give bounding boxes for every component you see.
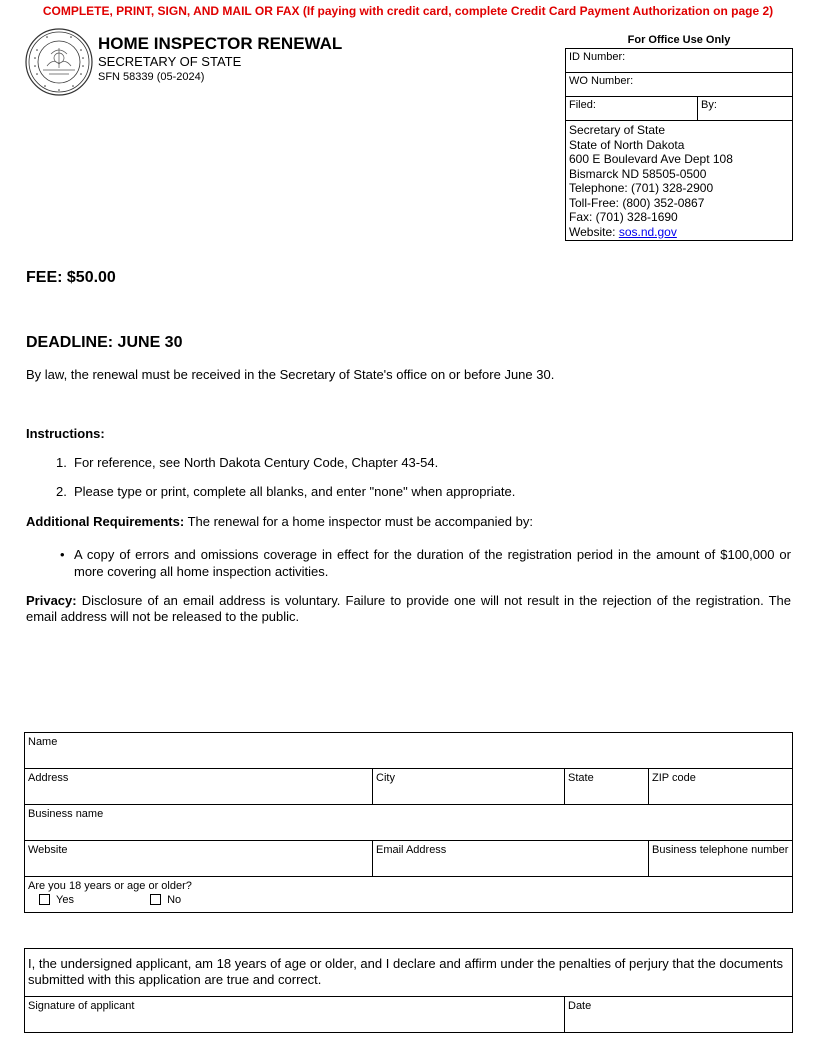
business-phone-field[interactable]: Business telephone number — [649, 841, 792, 877]
state-seal-icon — [25, 28, 93, 96]
yes-checkbox[interactable] — [39, 894, 50, 905]
address-field[interactable]: Address — [25, 769, 373, 805]
office-use-box — [565, 48, 793, 241]
age-options — [39, 894, 181, 906]
website-field[interactable]: Website — [25, 841, 373, 877]
website-link[interactable]: sos.nd.gov — [618, 224, 677, 239]
additional-requirements: Additional Requirements: The renewal for a home inspector must be accompanied by: — [26, 514, 533, 529]
bullet-icon: • — [60, 547, 65, 562]
deadline-heading: DEADLINE: JUNE 30 — [26, 334, 183, 351]
declaration-text: I, the undersigned applicant, am 18 years of age or older, and I declare and affirm under the penalties of perjury that the documents submitted with this application are true and correct. — [25, 949, 792, 997]
instruction-banner: COMPLETE, PRINT, SIGN, AND MAIL OR FAX (If paying with credit card, complete Credit Card Payment Authorization on page 2) — [42, 4, 774, 18]
privacy-notice: Privacy: Disclosure of an email address is voluntary. Failure to provide one will not result in the rejection of the registration. The email address will not be released to the public. — [26, 593, 791, 624]
date-field[interactable]: Date — [568, 1000, 592, 1012]
state-field[interactable]: State — [565, 769, 649, 805]
age-no-option[interactable]: No — [150, 894, 181, 906]
form-number: SFN 58339 (05-2024) — [98, 71, 205, 83]
age-yes-option[interactable]: Yes — [39, 894, 147, 906]
instruction-item: 2. Please type or print, complete all blanks, and enter "none" when appropriate. — [56, 484, 516, 499]
office-address — [569, 123, 733, 239]
deadline-text: By law, the renewal must be received in the Secretary of State's office on or before June 30. — [26, 367, 555, 382]
filed-field[interactable]: Filed: By: — [566, 97, 792, 121]
issuing-office: SECRETARY OF STATE — [98, 54, 242, 69]
no-checkbox[interactable] — [150, 894, 161, 905]
address-line: Toll-Free: (800) 352-0867 — [569, 195, 705, 210]
office-use-label: For Office Use Only — [627, 34, 731, 46]
wo-number-field[interactable]: WO Number: — [566, 73, 792, 97]
zip-field[interactable]: ZIP code — [649, 769, 792, 805]
business-name-field[interactable]: Business name — [25, 805, 792, 841]
name-field[interactable]: Name — [25, 733, 792, 769]
form-title: HOME INSPECTOR RENEWAL — [98, 34, 343, 53]
fee-heading: FEE: $50.00 — [26, 269, 116, 286]
instructions-heading: Instructions: — [26, 426, 105, 441]
address-line: Fax: (701) 328-1690 — [569, 210, 678, 224]
address-line: Bismarck ND 58505-0500 — [569, 166, 707, 181]
instruction-item: 1. For reference, see North Dakota Century Code, Chapter 43-54. — [56, 455, 439, 470]
declaration-box — [24, 948, 793, 1033]
address-line: Telephone: (701) 328-2900 — [569, 181, 714, 195]
applicant-info-form — [24, 732, 793, 913]
address-line: State of North Dakota — [569, 137, 685, 152]
city-field[interactable]: City — [373, 769, 565, 805]
address-line: 600 E Boulevard Ave Dept 108 — [569, 152, 733, 166]
id-number-field[interactable]: ID Number: — [566, 49, 792, 73]
address-line: Secretary of State — [569, 123, 666, 137]
email-field[interactable]: Email Address — [373, 841, 649, 877]
by-field[interactable]: By: — [697, 97, 720, 120]
website-line: Website: sos.nd.gov — [569, 224, 677, 239]
requirement-bullet: • A copy of errors and omissions coverage in effect for the duration of the registration period in the amount of $100,000 or more covering all home inspection activities. — [60, 547, 791, 579]
signature-field[interactable]: Signature of applicant — [25, 997, 565, 1033]
age-question: Are you 18 years or age or older? Yes No — [28, 880, 192, 906]
